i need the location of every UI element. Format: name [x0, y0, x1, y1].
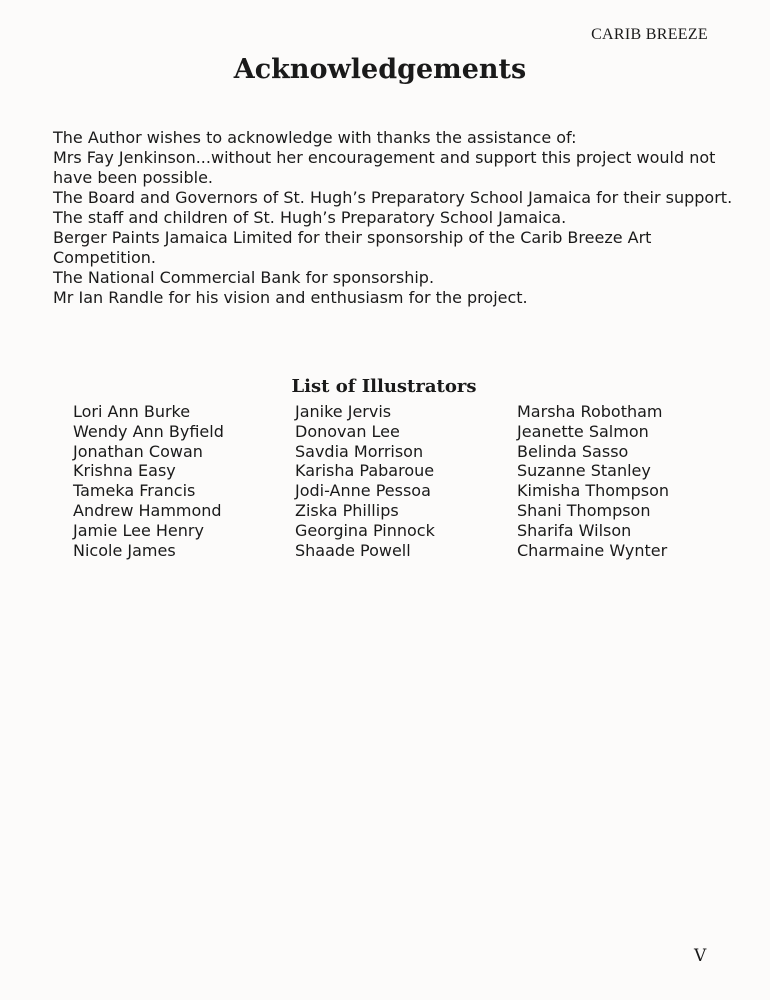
acknowledgement-paragraph: The National Commercial Bank for sponsorship.	[53, 268, 435, 287]
illustrator-name: Jeanette Salmon	[517, 421, 649, 441]
illustrators-column-1	[73, 402, 224, 560]
illustrator-name: Charmaine Wynter	[517, 540, 668, 560]
illustrator-name: Nicole James	[73, 540, 176, 560]
illustrator-name: Georgina Pinnock	[295, 520, 435, 540]
illustrator-name: Janike Jervis	[295, 402, 392, 421]
illustrator-name: Savdia Morrison	[295, 441, 424, 461]
illustrator-name: Belinda Sasso	[517, 441, 629, 461]
acknowledgements-body	[53, 128, 733, 308]
acknowledgement-paragraph: The Author wishes to acknowledge with thanks the assistance of:	[53, 128, 577, 147]
page-number: V	[694, 946, 707, 966]
illustrator-name: Jonathan Cowan	[73, 441, 203, 461]
illustrator-name: Karisha Pabaroue	[295, 461, 435, 481]
acknowledgement-paragraph: Mr Ian Randle for his vision and enthusiasm for the project.	[53, 288, 528, 307]
illustrator-name: Jodi-Anne Pessoa	[295, 481, 431, 501]
acknowledgement-paragraph: Berger Paints Jamaica Limited for their sponsorship of the Carib Breeze Art Competition.	[53, 228, 652, 267]
illustrator-name: Lori Ann Burke	[73, 402, 191, 421]
acknowledgement-paragraph: Mrs Fay Jenkinson...without her encouragement and support this project would not have been possible.	[53, 148, 716, 187]
page-title: Acknowledgements	[233, 54, 527, 85]
illustrator-name: Krishna Easy	[73, 461, 176, 481]
illustrator-name: Suzanne Stanley	[517, 461, 651, 481]
illustrator-name: Andrew Hammond	[73, 500, 222, 520]
illustrators-column-3	[517, 402, 669, 560]
running-head: CARIB BREEZE	[591, 26, 708, 43]
illustrator-name: Shani Thompson	[517, 500, 651, 520]
illustrators-column-2	[295, 402, 435, 560]
illustrator-name: Tameka Francis	[73, 481, 196, 501]
illustrator-name: Ziska Phillips	[295, 500, 399, 520]
illustrator-name: Donovan Lee	[295, 421, 400, 441]
illustrator-name: Sharifa Wilson	[517, 520, 632, 540]
illustrator-name: Shaade Powell	[295, 540, 411, 560]
illustrator-name: Jamie Lee Henry	[73, 520, 204, 540]
acknowledgement-paragraph: The Board and Governors of St. Hugh’s Preparatory School Jamaica for their support.	[53, 188, 733, 207]
illustrator-name: Kimisha Thompson	[517, 481, 670, 501]
illustrator-name: Wendy Ann Byfield	[73, 421, 224, 441]
illustrators-heading: List of Illustrators	[291, 376, 477, 397]
acknowledgement-paragraph: The staff and children of St. Hugh’s Preparatory School Jamaica.	[53, 208, 567, 227]
illustrator-name: Marsha Robotham	[517, 402, 663, 421]
